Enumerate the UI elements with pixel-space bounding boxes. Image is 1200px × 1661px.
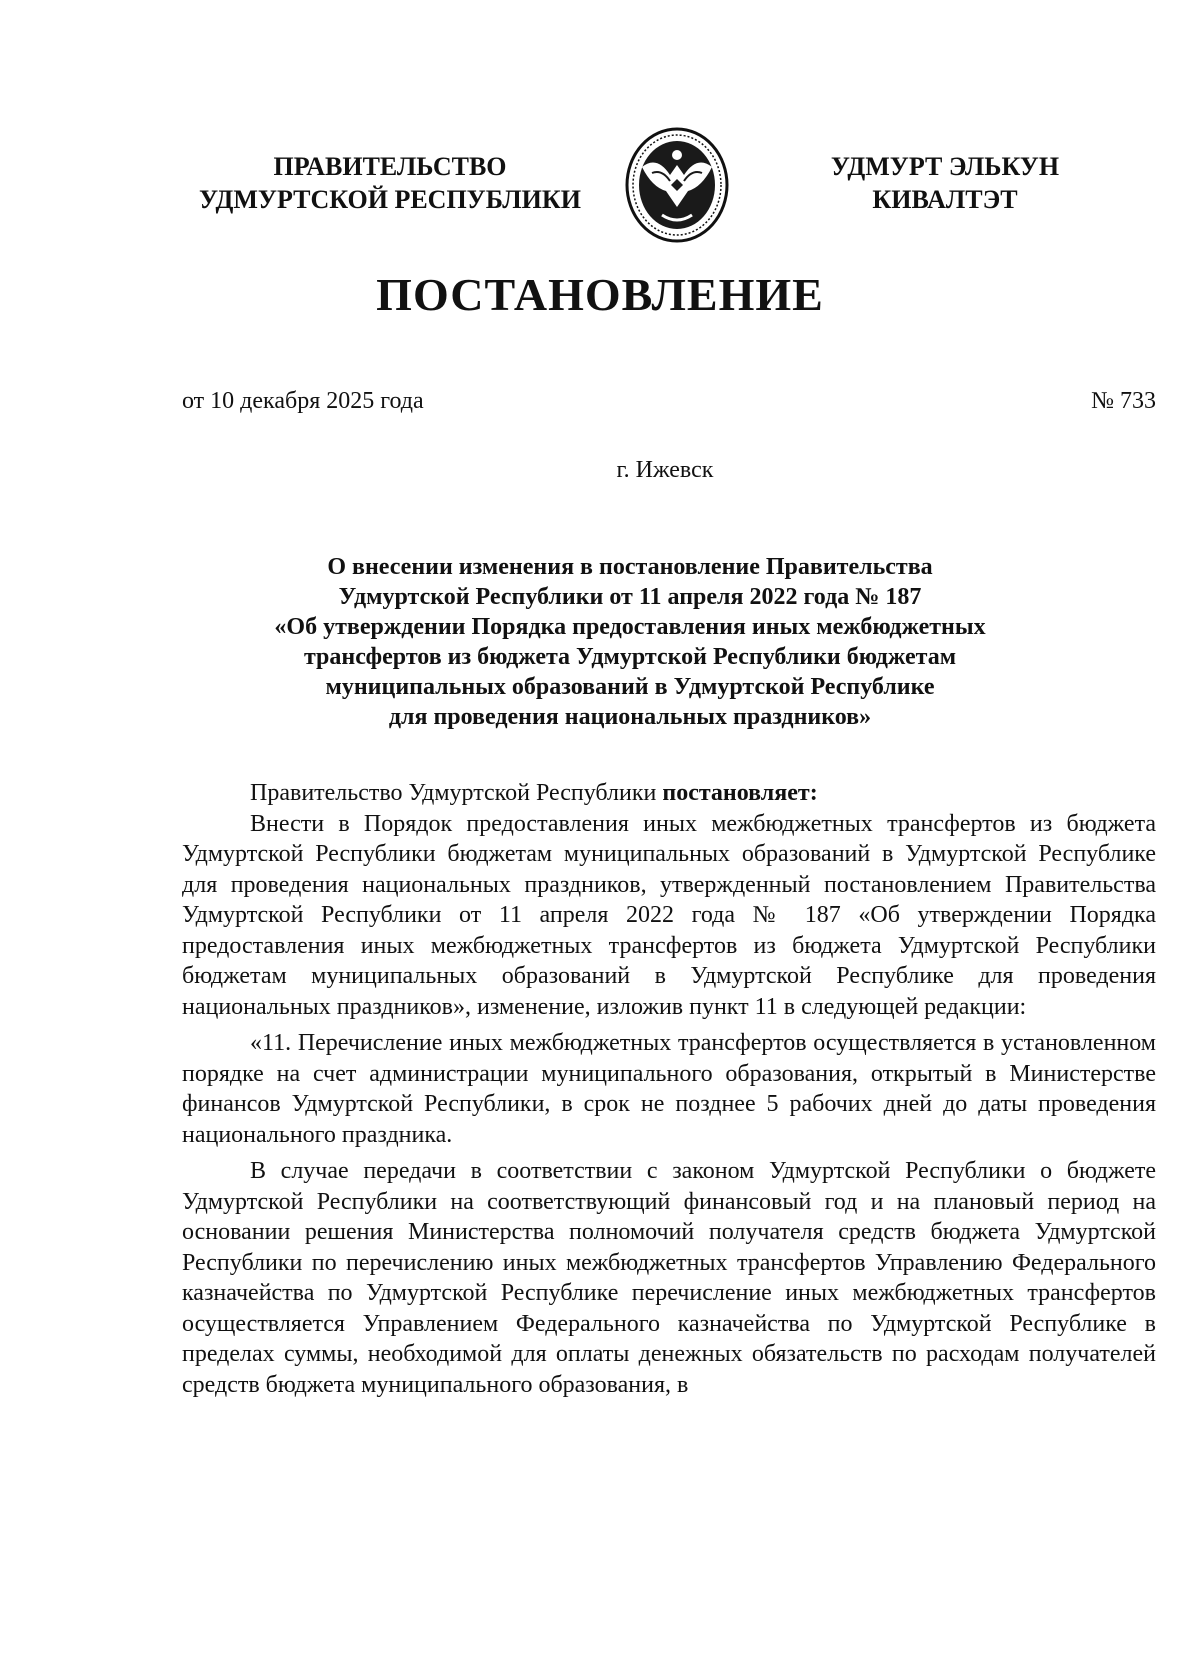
document-city: г. Ижевск: [616, 457, 714, 483]
issuer-line-2: КИВАЛТЭТ: [872, 185, 1018, 214]
opening-text: Правительство Удмуртской Республики: [250, 780, 663, 806]
document-title: ПОСТАНОВЛЕНИЕ: [376, 269, 824, 320]
opening-bold-word: постановляет:: [662, 780, 818, 806]
body-paragraph-3: В случае передачи в соответствии с законом Удмуртской Республики о бюджете Удмуртской Республики на соответствующий финансовый год и на плановый период на основании решения Министерства полномочий получателя средств бюджета Удмуртской Республики по перечислению иных межбюджетных трансфертов Управлению Федерального казначейства по Удмуртской Республике перечисление иных межбюджетных трансфертов осуществляется Управлением Федерального казначейства по Удмуртской Республике в пределах суммы, необходимой для оплаты денежных обязательств по расходам получателей средств бюджета муниципального образования, в: [182, 1158, 1156, 1398]
document-subject: [180, 552, 1080, 732]
document-date: от 10 декабря 2025 года: [182, 388, 424, 414]
subject-line: Удмуртской Республики от 11 апреля 2022 года № 187: [338, 584, 922, 610]
subject-line: муниципальных образований в Удмуртской Республике: [325, 674, 935, 700]
body-paragraph-1: Внести в Порядок предоставления иных межбюджетных трансфертов из бюджета Удмуртской Республики бюджетам муниципальных образований в Удмуртской Республике для проведения национальных праздников, утвержденный постановлением Правительства Удмуртской Республики от 11 апреля 2022 года № 187 «Об утверждении Порядка предоставления иных межбюджетных трансфертов из бюджета Удмуртской Республики бюджетам муниципальных образований в Удмуртской Республике для проведения национальных праздников», изменение, изложив пункт 11 в следующей редакции:: [182, 810, 1156, 1020]
body-paragraph-2: «11. Перечисление иных межбюджетных трансфертов осуществляется в установленном порядке на счет администрации муниципального образования, открытый в Министерстве финансов Удмуртской Республики, в срок не позднее 5 рабочих дней до даты проведения национального праздника.: [182, 1030, 1156, 1148]
coat-of-arms-icon: [622, 125, 732, 245]
subject-line: О внесении изменения в постановление Правительства: [327, 554, 933, 580]
issuer-line-1: ПРАВИТЕЛЬСТВО: [273, 152, 507, 181]
opening-paragraph: [182, 778, 1156, 809]
document-number: № 733: [1091, 388, 1156, 414]
subject-line: для проведения национальных праздников»: [388, 704, 872, 730]
subject-line: трансфертов из бюджета Удмуртской Республики бюджетам: [303, 644, 957, 670]
issuer-line-2: УДМУРТСКОЙ РЕСПУБЛИКИ: [199, 185, 581, 214]
document-body: [182, 778, 1156, 1400]
issuer-block-russian: [175, 150, 605, 216]
subject-line: «Об утверждении Порядка предоставления иных межбюджетных: [274, 614, 986, 640]
issuer-block-udmurt: [780, 150, 1110, 216]
issuer-line-1: УДМУРТ ЭЛЬКУН: [830, 152, 1060, 181]
